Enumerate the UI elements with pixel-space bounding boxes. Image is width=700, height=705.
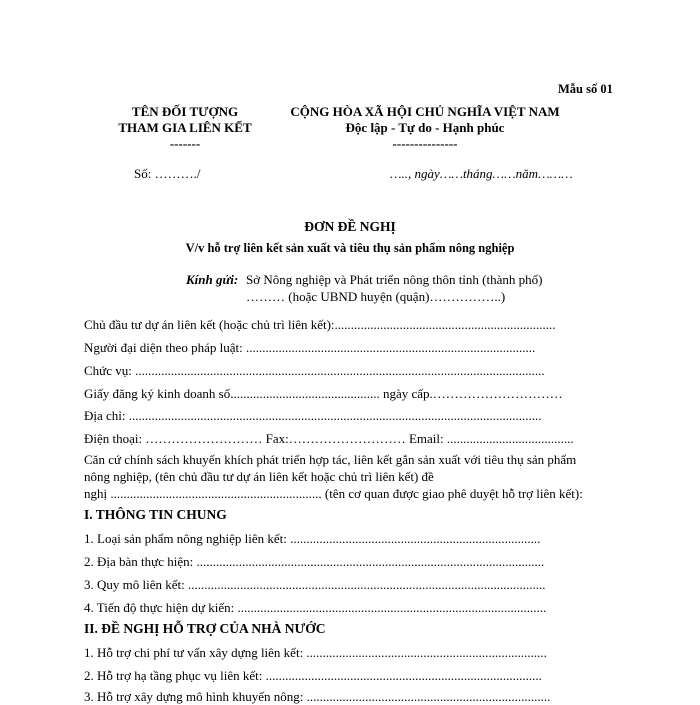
- field-investor: Chủ đầu tư dự án liên kết (hoặc chủ trì liên kết):....................................................................: [84, 317, 556, 332]
- organization-header: [90, 104, 280, 152]
- paragraph-line2: nông nghiệp, (tên chủ đầu tư dự án liên kết hoặc chủ trì liên kết) đề: [84, 469, 434, 484]
- section2-item: 1. Hỗ trợ chi phí tư vấn xây dựng liên kết: ..........................................................................: [84, 645, 547, 660]
- field-business-registration: Giấy đăng ký kinh doanh số.............................................. ngày cấp.…………………………: [84, 386, 563, 401]
- field-legal-representative: Người đại diện theo pháp luật: .........................................................................................: [84, 340, 536, 355]
- recipient-line2: ……… (hoặc UBND huyện (quận)……………..): [246, 289, 506, 304]
- organization-divider: -------: [169, 136, 201, 151]
- document-number: Số: ………./: [134, 166, 201, 181]
- national-divider: ---------------: [392, 136, 458, 151]
- section2-heading: II. ĐỀ NGHỊ HỖ TRỢ CỦA NHÀ NƯỚC: [84, 621, 326, 636]
- section1-item: 4. Tiến độ thực hiện dự kiến: ...............................................................................................: [84, 600, 547, 615]
- section2-item: 3. Hỗ trợ xây dựng mô hình khuyến nông: ...........................................................................: [84, 689, 551, 704]
- field-address: Địa chỉ: ...............................................................................................................................: [84, 408, 542, 423]
- section1-item: 1. Loại sản phẩm nông nghiệp liên kết: .............................................................................: [84, 531, 541, 546]
- recipient-line1: Sở Nông nghiệp và Phát triển nông thôn tỉnh (thành phố): [246, 272, 543, 287]
- section1-heading: I. THÔNG TIN CHUNG: [84, 507, 227, 522]
- form-code: Mẫu số 01: [558, 82, 613, 96]
- national-title: CỘNG HÒA XÃ HỘI CHỦ NGHĨA VIỆT NAM: [290, 104, 560, 119]
- document-subtitle: V/v hỗ trợ liên kết sản xuất và tiêu thụ sản phẩm nông nghiệp: [185, 241, 515, 255]
- document-date: ….., ngày……tháng……năm………: [390, 166, 573, 181]
- section1-item: 3. Quy mô liên kết: ..............................................................................................................: [84, 577, 546, 592]
- national-motto: Độc lập - Tự do - Hạnh phúc: [345, 120, 505, 135]
- section1-item: 2. Địa bàn thực hiện: ...........................................................................................................: [84, 554, 545, 569]
- section2-item: 2. Hỗ trợ hạ tầng phục vụ liên kết: .....................................................................................: [84, 668, 542, 683]
- organization-name-line2: THAM GIA LIÊN KẾT: [118, 120, 252, 135]
- national-header: [275, 104, 575, 152]
- field-position: Chức vụ: ..............................................................................................................................: [84, 363, 545, 378]
- field-contact: Điện thoại: ……………………… Fax:……………………… Email: .......................................: [84, 431, 574, 446]
- paragraph-line3: nghị ................................................................. (tên cơ quan được giao phê duyệt hỗ trợ liên kết):: [84, 486, 583, 501]
- recipient-label: Kính gửi:: [186, 272, 239, 287]
- document-title: ĐƠN ĐỀ NGHỊ: [304, 219, 396, 234]
- paragraph-line1: Căn cứ chính sách khuyến khích phát triển hợp tác, liên kết gắn sản xuất với tiêu thụ sản phẩm: [84, 452, 577, 467]
- organization-name-line1: TÊN ĐỐI TƯỢNG: [131, 104, 239, 119]
